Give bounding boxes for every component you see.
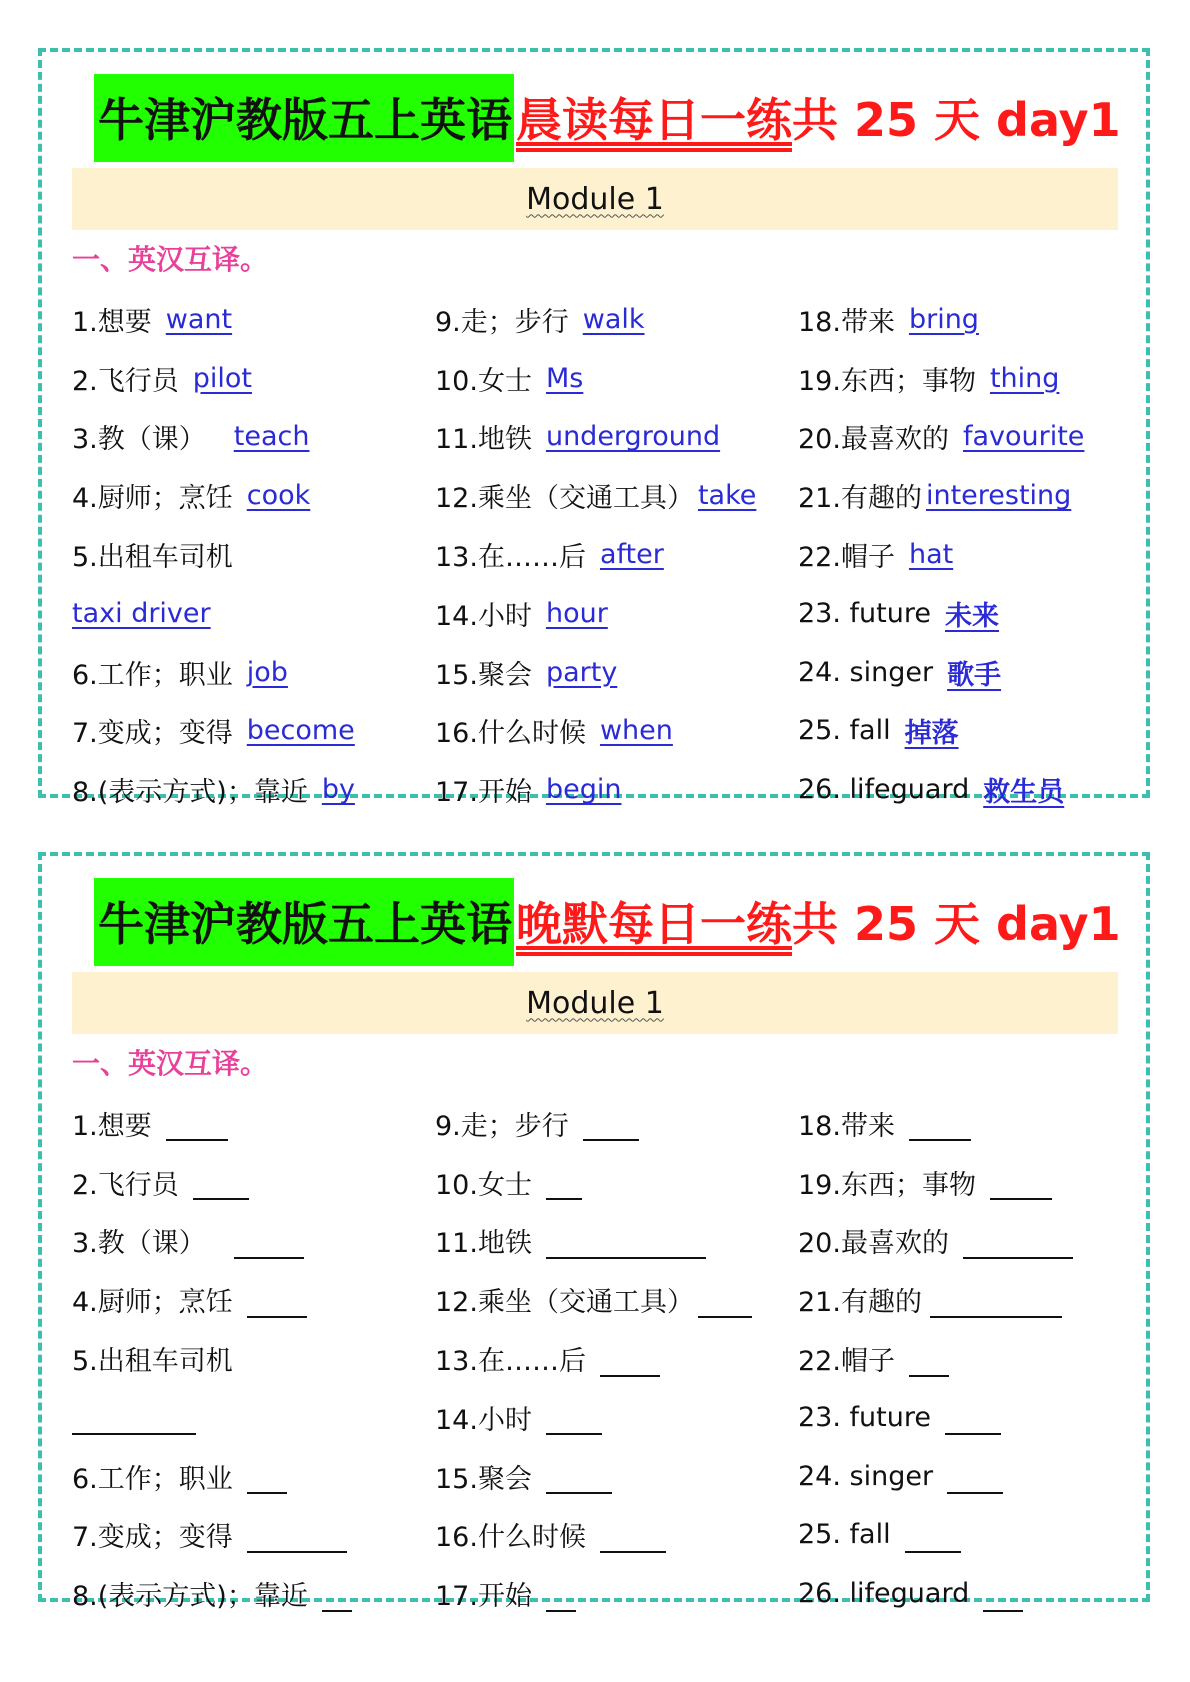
vocab-item (435, 1153, 752, 1212)
vocab-prompt: 22.帽子 (798, 542, 895, 574)
vocab-prompt: 6.工作；职业 (72, 659, 233, 691)
title-highlight-text: 牛津沪教版五上英语 (94, 878, 514, 966)
vocab-answer: party (545, 656, 618, 688)
vocab-answer: favourite (962, 421, 1085, 453)
module-heading-bar (72, 972, 1118, 1034)
vocab-answer: cook (246, 480, 311, 512)
answer-blank[interactable] (983, 1588, 1023, 1612)
vocab-answer: 掉落 (904, 718, 959, 750)
vocab-prompt: 11.地铁 (435, 424, 532, 456)
section-title: 一、英汉互译。 (72, 243, 269, 276)
vocab-answer: walk (582, 303, 645, 335)
vocab-prompt: 24. singer (798, 1460, 934, 1492)
vocab-item (72, 1447, 352, 1506)
vocab-item (435, 466, 756, 525)
vocab-prompt: 25. fall (798, 1519, 891, 1551)
vocab-item (798, 584, 1084, 643)
vocab-prompt: 7.变成；变得 (72, 1522, 233, 1554)
title-red-text (516, 74, 1121, 162)
vocab-item (435, 1094, 752, 1153)
vocab-prompt: 4.厨师；烹饪 (72, 1287, 233, 1319)
vocab-prompt: 12.乘坐（交通工具） (435, 1287, 694, 1319)
vocab-item (435, 584, 756, 643)
answer-blank[interactable] (546, 1588, 576, 1612)
vocab-item (72, 290, 355, 349)
vocab-item (435, 349, 756, 408)
vocab-prompt: 17.开始 (435, 1581, 532, 1613)
vocab-column-3 (798, 290, 1084, 819)
vocab-answer: begin (545, 774, 622, 806)
vocab-answer: underground (545, 421, 721, 453)
answer-blank[interactable] (546, 1470, 612, 1494)
answer-blank[interactable] (234, 1235, 304, 1259)
vocab-prompt: 10.女士 (435, 1169, 532, 1201)
vocab-prompt: 14.小时 (435, 600, 532, 632)
answer-blank[interactable] (583, 1117, 639, 1141)
answer-blank[interactable] (72, 1411, 196, 1435)
vocab-column-2 (435, 1094, 752, 1623)
title-underlined-text: 晚默每日一练 (516, 897, 792, 951)
vocab-answer: job (246, 656, 288, 688)
vocab-column-2 (435, 290, 756, 819)
answer-blank[interactable] (909, 1353, 949, 1377)
answer-blank[interactable] (990, 1176, 1052, 1200)
title-highlight-text: 牛津沪教版五上英语 (94, 74, 514, 162)
vocab-item (72, 1388, 352, 1447)
vocab-answer: by (321, 774, 355, 806)
vocab-prompt: 23. future (798, 1401, 931, 1433)
section-title: 一、英汉互译。 (72, 1047, 269, 1080)
vocab-prompt: 5.出租车司机 (72, 542, 233, 574)
vocab-answer: taxi driver (72, 597, 211, 629)
vocab-prompt: 16.什么时候 (435, 1522, 586, 1554)
vocab-prompt: 10.女士 (435, 365, 532, 397)
vocab-item (72, 643, 355, 702)
vocab-item (72, 1564, 352, 1623)
vocab-answer: teach (233, 421, 310, 453)
vocab-item (798, 1212, 1073, 1271)
vocab-prompt: 18.带来 (798, 1110, 895, 1142)
vocab-prompt: 2.飞行员 (72, 365, 179, 397)
answer-blank[interactable] (905, 1529, 961, 1553)
vocab-item (72, 1506, 352, 1565)
vocab-prompt: 9.走；步行 (435, 306, 569, 338)
answer-blank[interactable] (546, 1176, 582, 1200)
vocab-item (798, 466, 1084, 525)
vocab-answer: hat (908, 539, 954, 571)
vocab-prompt: 13.在……后 (435, 542, 586, 574)
vocab-item (72, 1153, 352, 1212)
vocab-prompt: 7.变成；变得 (72, 718, 233, 750)
vocab-prompt: 26. lifeguard (798, 774, 970, 806)
vocab-item (798, 408, 1084, 467)
vocab-item (435, 1388, 752, 1447)
vocab-item (798, 290, 1084, 349)
vocab-item (435, 643, 756, 702)
answer-blank[interactable] (698, 1294, 752, 1318)
vocab-answer: want (165, 303, 233, 335)
vocab-item (798, 1270, 1073, 1329)
vocab-column-1 (72, 290, 355, 819)
vocab-item (798, 1388, 1073, 1447)
vocab-answer: after (599, 539, 664, 571)
vocab-item (72, 1270, 352, 1329)
vocab-prompt: 19.东西；事物 (798, 365, 976, 397)
module-heading-bar (72, 168, 1118, 230)
answer-blank[interactable] (546, 1411, 602, 1435)
vocab-item (798, 1329, 1073, 1388)
vocab-prompt: 5.出租车司机 (72, 1346, 233, 1378)
vocab-answer: 歌手 (947, 659, 1002, 691)
vocab-answer: hour (545, 597, 608, 629)
answer-blank[interactable] (193, 1176, 249, 1200)
worksheet-title (94, 74, 1121, 162)
vocab-item (72, 408, 355, 467)
vocab-item (72, 760, 355, 819)
vocab-answer: Ms (545, 362, 584, 394)
vocab-prompt: 20.最喜欢的 (798, 424, 949, 456)
morning-worksheet-card (38, 48, 1150, 809)
answer-blank[interactable] (963, 1235, 1073, 1259)
vocab-prompt: 12.乘坐（交通工具） (435, 483, 694, 515)
vocab-prompt: 1.想要 (72, 1110, 152, 1142)
vocab-item (435, 1329, 752, 1388)
vocab-prompt: 21.有趣的 (798, 483, 922, 515)
title-rest-text: 共 25 天 day1 (792, 93, 1121, 147)
vocab-answer: become (246, 715, 355, 747)
vocab-prompt: 15.聚会 (435, 659, 532, 691)
vocab-item (435, 1564, 752, 1623)
vocab-prompt: 26. lifeguard (798, 1578, 970, 1610)
vocab-item (435, 1447, 752, 1506)
vocab-answer: bring (908, 303, 979, 335)
vocab-prompt: 18.带来 (798, 306, 895, 338)
vocab-column-3 (798, 1094, 1073, 1623)
vocab-item (435, 760, 756, 819)
title-underlined-text: 晨读每日一练 (516, 93, 792, 147)
vocab-prompt: 8.(表示方式)；靠近 (72, 1581, 308, 1613)
vocab-answer: 救生员 (983, 777, 1065, 809)
answer-blank[interactable] (600, 1353, 660, 1377)
vocab-item (798, 525, 1084, 584)
vocab-item (435, 525, 756, 584)
vocab-answer: when (599, 715, 673, 747)
answer-blank[interactable] (947, 1470, 1003, 1494)
vocab-item (72, 1329, 352, 1388)
vocab-prompt: 17.开始 (435, 777, 532, 809)
vocab-item (435, 1506, 752, 1565)
vocab-answer: take (697, 480, 757, 512)
module-heading: Module 1 (526, 985, 664, 1021)
vocab-prompt: 20.最喜欢的 (798, 1228, 949, 1260)
vocab-prompt: 6.工作；职业 (72, 1463, 233, 1495)
vocab-item (72, 466, 355, 525)
vocab-prompt: 19.东西；事物 (798, 1169, 976, 1201)
vocab-prompt: 13.在……后 (435, 1346, 586, 1378)
vocab-item (72, 584, 355, 643)
vocab-item (72, 1212, 352, 1271)
vocab-answer: 未来 (944, 600, 999, 632)
vocab-item (72, 1094, 352, 1153)
answer-blank[interactable] (546, 1235, 706, 1259)
answer-blank[interactable] (247, 1470, 287, 1494)
vocab-prompt: 3.教（课） (72, 1228, 206, 1260)
title-rest-text: 共 25 天 day1 (792, 897, 1121, 951)
vocab-prompt: 15.聚会 (435, 1463, 532, 1495)
vocab-prompt: 16.什么时候 (435, 718, 586, 750)
vocab-item (798, 1564, 1073, 1623)
vocab-item (798, 1094, 1073, 1153)
answer-blank[interactable] (166, 1117, 228, 1141)
vocab-item (72, 702, 355, 761)
answer-blank[interactable] (247, 1294, 307, 1318)
vocab-prompt: 22.帽子 (798, 1346, 895, 1378)
vocab-item (798, 349, 1084, 408)
answer-blank[interactable] (945, 1411, 1001, 1435)
vocab-prompt: 9.走；步行 (435, 1110, 569, 1142)
vocab-item (798, 702, 1084, 761)
answer-blank[interactable] (600, 1529, 666, 1553)
vocab-item (798, 643, 1084, 702)
vocab-prompt: 23. future (798, 597, 931, 629)
vocab-prompt: 1.想要 (72, 306, 152, 338)
vocab-answer: pilot (192, 362, 253, 394)
vocab-item (435, 290, 756, 349)
answer-blank[interactable] (930, 1294, 1062, 1318)
vocab-item (435, 408, 756, 467)
vocab-prompt: 21.有趣的 (798, 1287, 922, 1319)
vocab-item (435, 1212, 752, 1271)
worksheet-title (94, 878, 1121, 966)
vocab-prompt: 24. singer (798, 656, 934, 688)
answer-blank[interactable] (247, 1529, 347, 1553)
vocab-prompt: 25. fall (798, 715, 891, 747)
vocab-item (798, 1506, 1073, 1565)
vocab-prompt: 4.厨师；烹饪 (72, 483, 233, 515)
vocab-prompt: 8.(表示方式)；靠近 (72, 777, 308, 809)
vocab-prompt: 14.小时 (435, 1404, 532, 1436)
vocab-prompt: 11.地铁 (435, 1228, 532, 1260)
vocab-item (798, 1153, 1073, 1212)
module-heading: Module 1 (526, 181, 664, 217)
vocab-item (435, 702, 756, 761)
vocab-prompt: 2.飞行员 (72, 1169, 179, 1201)
vocab-item (72, 349, 355, 408)
title-red-text (516, 878, 1121, 966)
vocab-answer: interesting (925, 480, 1072, 512)
answer-blank[interactable] (909, 1117, 971, 1141)
vocab-answer: thing (989, 362, 1060, 394)
vocab-column-1 (72, 1094, 352, 1623)
vocab-item (72, 525, 355, 584)
vocab-item (798, 1447, 1073, 1506)
evening-worksheet-card (38, 852, 1150, 1613)
answer-blank[interactable] (322, 1588, 352, 1612)
vocab-prompt: 3.教（课） (72, 424, 206, 456)
vocab-item (435, 1270, 752, 1329)
vocab-item (798, 760, 1084, 819)
